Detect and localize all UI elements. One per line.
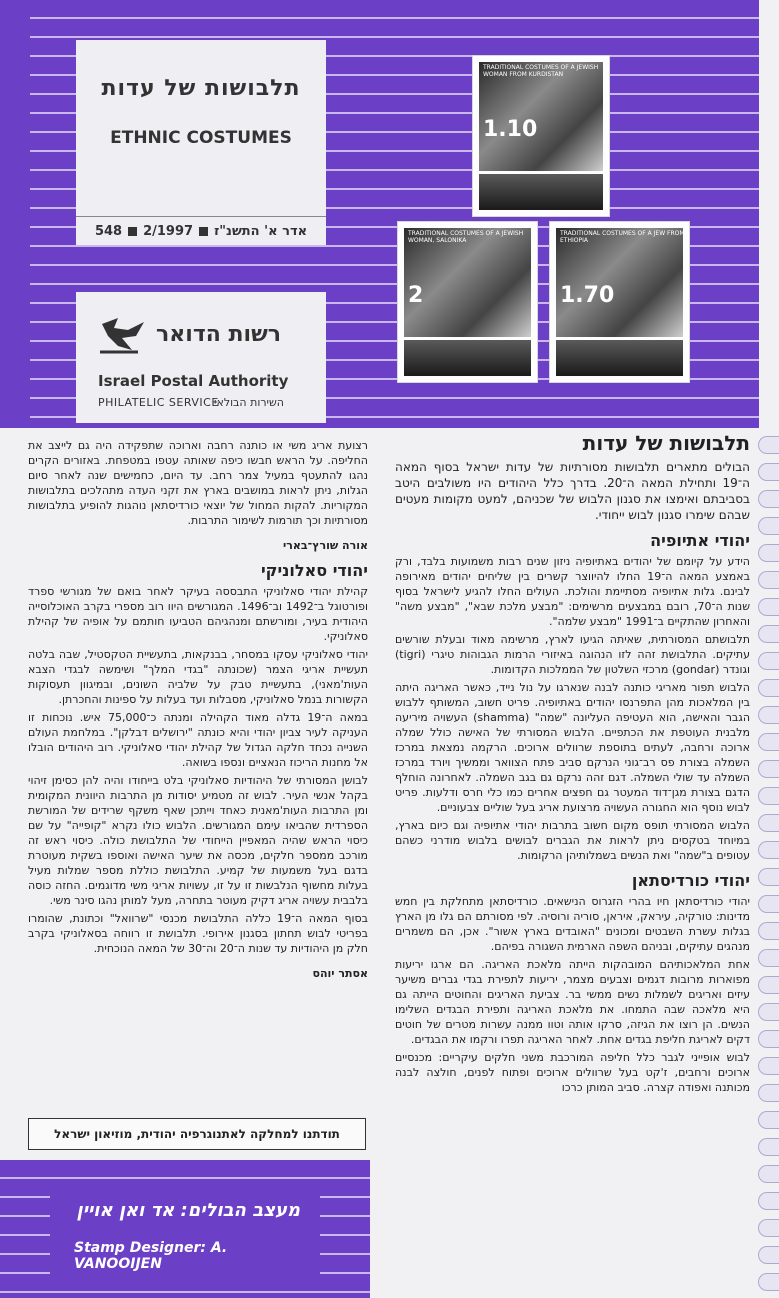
header-band-left: [0, 0, 30, 428]
edge-notch: [758, 1273, 779, 1291]
author-signature: אורה שורץ־בארי: [283, 539, 368, 552]
author-signature: אסתר יוהס: [312, 967, 368, 980]
edge-notch: [758, 1084, 779, 1102]
edge-notch: [758, 679, 779, 697]
philatelic-service-en: PHILATELIC SERVICE: [98, 396, 219, 409]
edge-notch: [758, 814, 779, 832]
folded-edge: [759, 0, 779, 1298]
stamp-caption: TRADITIONAL COSTUMES OF A JEWISH WOMAN, SALONIKA: [408, 230, 524, 244]
square-icon: [199, 227, 208, 236]
stamp-tab: [479, 174, 603, 210]
edge-notch: [758, 1165, 779, 1183]
stamp-value: 1.70: [560, 283, 615, 309]
edge-notch: [758, 490, 779, 508]
heading-ethiopia: יהודי אתיופיה: [650, 531, 750, 550]
issue-date-hebrew: אדר א' התשנ"ז: [214, 223, 308, 239]
postal-name-english: Israel Postal Authority: [98, 372, 289, 390]
paragraph: הידע על קיומם של יהודים באתיופיה ניזון שנים רבות משמועות בלבד, ורק באמצע המאה ה־19 החלו להיווצר קשרים בין שליחים יהודים מאירופה לבינם. גלות אתיופיה מסתיימת והולכת. העולים החלו להגיע לישראל בסוף שנות ה־70, רובם במבצעים מרשימים: "מבצע מלכת שבא", "מבצע משה" והאחרון שהתקיים ב־1991 "מבצע שלמה".: [395, 555, 751, 628]
heading-salonika: יהודי סאלוניקי: [260, 561, 368, 580]
edge-notch: [758, 841, 779, 859]
stamp-caption: TRADITIONAL COSTUMES OF A JEW FROM ETHIOPIA: [560, 230, 685, 244]
paragraph: במאה ה־19 גדלה מאוד הקהילה ומנתה כ־75,000 איש. נוכחות זו העניקה לעיר צביון יהודי והיא כונתה "ירושלים דבלקן". במלחמת העולם השנייה נכחד חלקה הגדול של קהילת יהודי סאלוניקי. רוב היהודים הובלו אל מחנות הריכוז הנאציים ונספו בשואה.: [28, 711, 369, 769]
stamp-kurdistan: [473, 56, 609, 216]
postal-name-hebrew: רשות הדואר: [156, 322, 282, 347]
stamp-tab: [404, 340, 531, 376]
edge-notch: [758, 733, 779, 751]
acknowledgement-box: תודתנו למחלקה לאתנוגרפיה יהודית, מוזיאון ישראל: [28, 1118, 366, 1150]
edge-notch: [758, 1192, 779, 1210]
issue-date: 2/1997: [143, 223, 194, 239]
paragraph: הלבוש המסורתי תופס מקום חשוב בתרבות יהודי אתיופיה וגם כיום בארץ, במיוחד בטקסים ניתן לראות את הגברים לבושים בלבוש מודרני כשהם עטופים ב"שמה" ואת הנשים בשמלותיהן הרקומות.: [395, 819, 750, 862]
edge-notch: [758, 598, 779, 616]
intro-paragraph: הבולים מתארים תלבושות מסורתיות של עדות ישראל בסוף המאה ה־19 ותחילת המאה ה־20. בדרך כלל היהודים היו משולבים היטב בסביבתם ואימצו את סגנון הלבוש של שכניהם, למעט מקומות מעטים שבהם שימרו סגנון לבוש ייחודי.: [395, 460, 750, 522]
heading-kurdistan: יהודי כורדיסתאן: [631, 871, 750, 890]
designer-panel: [50, 1186, 320, 1276]
edge-notch: [758, 868, 779, 886]
edge-notch: [758, 1138, 779, 1156]
title-english: ETHNIC COSTUMES: [110, 128, 292, 148]
designer-english: Stamp Designer: A. VANOOIJEN: [74, 1240, 228, 1272]
philatelic-service-he: השירות הבולאי: [214, 396, 284, 409]
stamp-ethiopia: [550, 222, 689, 382]
designer-band: [0, 1160, 370, 1298]
stamp-value: 2: [408, 283, 424, 309]
edge-notch: [758, 949, 779, 967]
edge-notch: [758, 625, 779, 643]
paragraph: הלבוש תפור מאריגי כותנה לבנה שנארגו על נול נייד, כאשר האריגה היתה בין המלאכות מהן התפרנסו יהודים באתיופיה. פריט חשוב, המשותף ללבוש הגבר והאישה, הוא העטיפה העליונה "שמה" (shamma) העשויה מיריעה מלבנית העוטפת את הכתפיים. הלבוש המסורתי של האישה כולל שמלה ארוכה ורחבה, לעתים בתוספת שרוולים ארוכים. הרקמה נמצאת במרכז השמלה בצורת פס רב־גוני הנרקם סביב פתח הצוואר וממשיך ויורד במרכז השמלה עד שולי השמלה. דגם זהה נרקם גם בגב השמלה. לאחרונה הוחלף הדגם בצורת מגן־דוד המעטר גם חפצים אחרים כמו כלי חרס ודלעות. פריט לבוש נוסף הוא החגורה העשויה מרצועת אריג בעל שוליים צבעוניים.: [395, 681, 751, 814]
paragraph: לבושן המסורתי של היהודיות סאלוניקי בלט בייחודו והיה להן כסימן זיהוי בקהל אנשי העיר. לבוש זה מטמיע יסודות מן התרבות היוונית המקומית ומן התרבות העות'מאנית כאחד וייתכן שאף משקף שרידים של המורשת הספרדית שהביאו עימם המגורשים. הלבוש כולו נקרא "קופייה" על שם כיסוי הראש שהיה המאפיין הייחודי של התלבושת כולה. כיסוי ראש זה מורכב ממספר חלקים, מכסה את שיער האישה ואוספו בשקית מעוטרת בדגם בעל משמעות של קמיע. התלבושת כוללת מספר שמלות מעיל בעלות מחשוף הנלבשות זו על זו, עשויות אריגי משי מדוגמים. החזה כוסה בלבבית עשויה אריג דקיק מעוטר בתחרה, מעל למותן נהגו סינר משי.: [28, 774, 368, 907]
edge-notch: [758, 1219, 779, 1237]
edge-notch: [758, 436, 779, 454]
edge-notch: [758, 976, 779, 994]
paragraph: בסוף המאה ה־19 כללה התלבושת מכנסי "שרוואל" וכתונת, שהומרו בפריטי לבוש תחתון בסגנון אירופי. תלבושת זו רווחה בסאלוניקי בקרב חלק מן היהודיות עד שנות ה־20 וה־30 של המאה הנוכחית.: [28, 912, 368, 955]
edge-notch: [758, 1057, 779, 1075]
paragraph: יהודי סאלוניקי עסקו במסחר, בבנקאות, בתעשיית הטקסטיל, שבה בלטה תעשיית אריגי הצמר (שכונתה "בגדי המלך" ושימשה לבגדי הצבא העות'מאני), בתעשיית טבק על שלביה השונים, ובמיגוון תעסוקות הקשורות בנמל סאלוניקי, מסבלות ועד בעלות על ספינות והחכרתן.: [28, 648, 368, 706]
stamp-caption: TRADITIONAL COSTUMES OF A JEWISH WOMAN FROM KURDISTAN: [483, 64, 599, 78]
square-icon: [128, 227, 137, 236]
issue-line: [76, 216, 326, 245]
title-hebrew: תלבושות של עדות: [101, 76, 301, 101]
paragraph: יהודי כורדיסתאן חיו בהרי הזגרוס הנישאים. כורדיסתאן מתחלקת בין חמש מדינות: טורקיה, עיראק, איראן, סוריה ורוסיה. לפי מסורתם הם גלו מן הארץ בגלות עשרת השבטים ומכונים "האובדים בארץ אשור". אכן, הם משמרים מנהגים עתיקים, ובניהם השפה הארמית השגורה בפיהם.: [395, 895, 750, 953]
edge-notch: [758, 922, 779, 940]
paragraph: קהילת יהודי סאלוניקי התבססה בעיקר לאחר בואם של מגורשי ספרד ופורטוגל ב־1492 וב־1496. המגורשים היוו רוב מספרי בקרב האוכלוסייה היהודית בעיר, ומורשתם ומנהגיהם הטביעו חותמם על אופיה של קהילת סאלוניקי.: [28, 585, 368, 643]
title-panel: [76, 40, 326, 245]
edge-notch: [758, 787, 779, 805]
left-text-column: [28, 430, 368, 991]
edge-notch: [758, 571, 779, 589]
postal-horn-logo-icon: [98, 316, 148, 356]
edge-notch: [758, 544, 779, 562]
edge-notch: [758, 706, 779, 724]
edge-notch: [758, 517, 779, 535]
postal-logo-panel: [76, 292, 326, 423]
edge-notch: [758, 760, 779, 778]
paragraph: אחת המלאכותיהם המובהקות הייתה מלאכת האריגה. הם ארגו יריעות מפוארות מרובות דגמים וצבעים מצמר, יריעות לתפירת בגדי גברים משיער עיזים ואריגים לשמלות נשים ממשי בר. צביעת האריגים והחוטים הייתה גם היא מלאכה שבה התמחו. את מלאכת האריגה ותפירת הבגדים השלימו הנשים. הן רוצו את הגיזה, סרקו אותה וטוו ממנה עשרות מטרים של חוטים דקים לאריגת חליפת בגדים אחת. לאחר האריגה תפרו ורקמו את הבגדים.: [395, 958, 750, 1046]
edge-notch: [758, 463, 779, 481]
paragraph: לבוש אופייני לגבר כלל חליפה המורכבת משני חלקים עיקריים: מכנסיים ארוכים ורחבים, ז'קט בעל שרוולים ארוכים ופתוח לפנים, חולצה לבנה מכותנה ואפודה קצרה. סביב המותן כרכו: [395, 1051, 750, 1094]
designer-hebrew: מעצב הבולים: אד ואן אויין: [76, 1200, 300, 1221]
article-title: תלבושות של עדות: [582, 431, 750, 455]
issue-number: 548: [94, 223, 123, 239]
stamp-salonika: [398, 222, 537, 382]
edge-notch: [758, 1246, 779, 1264]
edge-notch: [758, 1003, 779, 1021]
paragraph: תלבושתם המסורתית, שאיתה הגיעו לארץ, מרשימה מאוד ובעלת שורשים עתיקים. התלבושת זהה לזו הנהוגה באיזורי הרמות הגבוהות טיגרי (tigri) וגונדר (gondar) מרכזי השלטון של הממלכות הקדומות.: [395, 633, 750, 676]
edge-notch: [758, 652, 779, 670]
stamp-value: 1.10: [483, 117, 538, 143]
edge-notch: [758, 895, 779, 913]
edge-notch: [758, 1111, 779, 1129]
edge-notch: [758, 1030, 779, 1048]
right-text-column: [395, 430, 750, 1098]
stamp-tab: [556, 340, 683, 376]
paragraph: רצועת אריג משי או כותנה רחבה וארוכה שתפקידה היה גם לייצב את החליפה. על הראש חבשו כיפה שאותה עטפו במטפחת. באזורים הקרים נהגו להתעטף במעיל צמר רחב. עד היום, כחמישים שנה לאחר סיום הגלות, ניתן לראות במושבים בארץ את זקני העדה מתהלכים בתלבושות המקוריות. להקות המחול של יוצאי כורדיסתאן נוהגות להופיע בתלבושות מסורתיות וכך תורמות לשימור התרבות.: [28, 439, 368, 527]
